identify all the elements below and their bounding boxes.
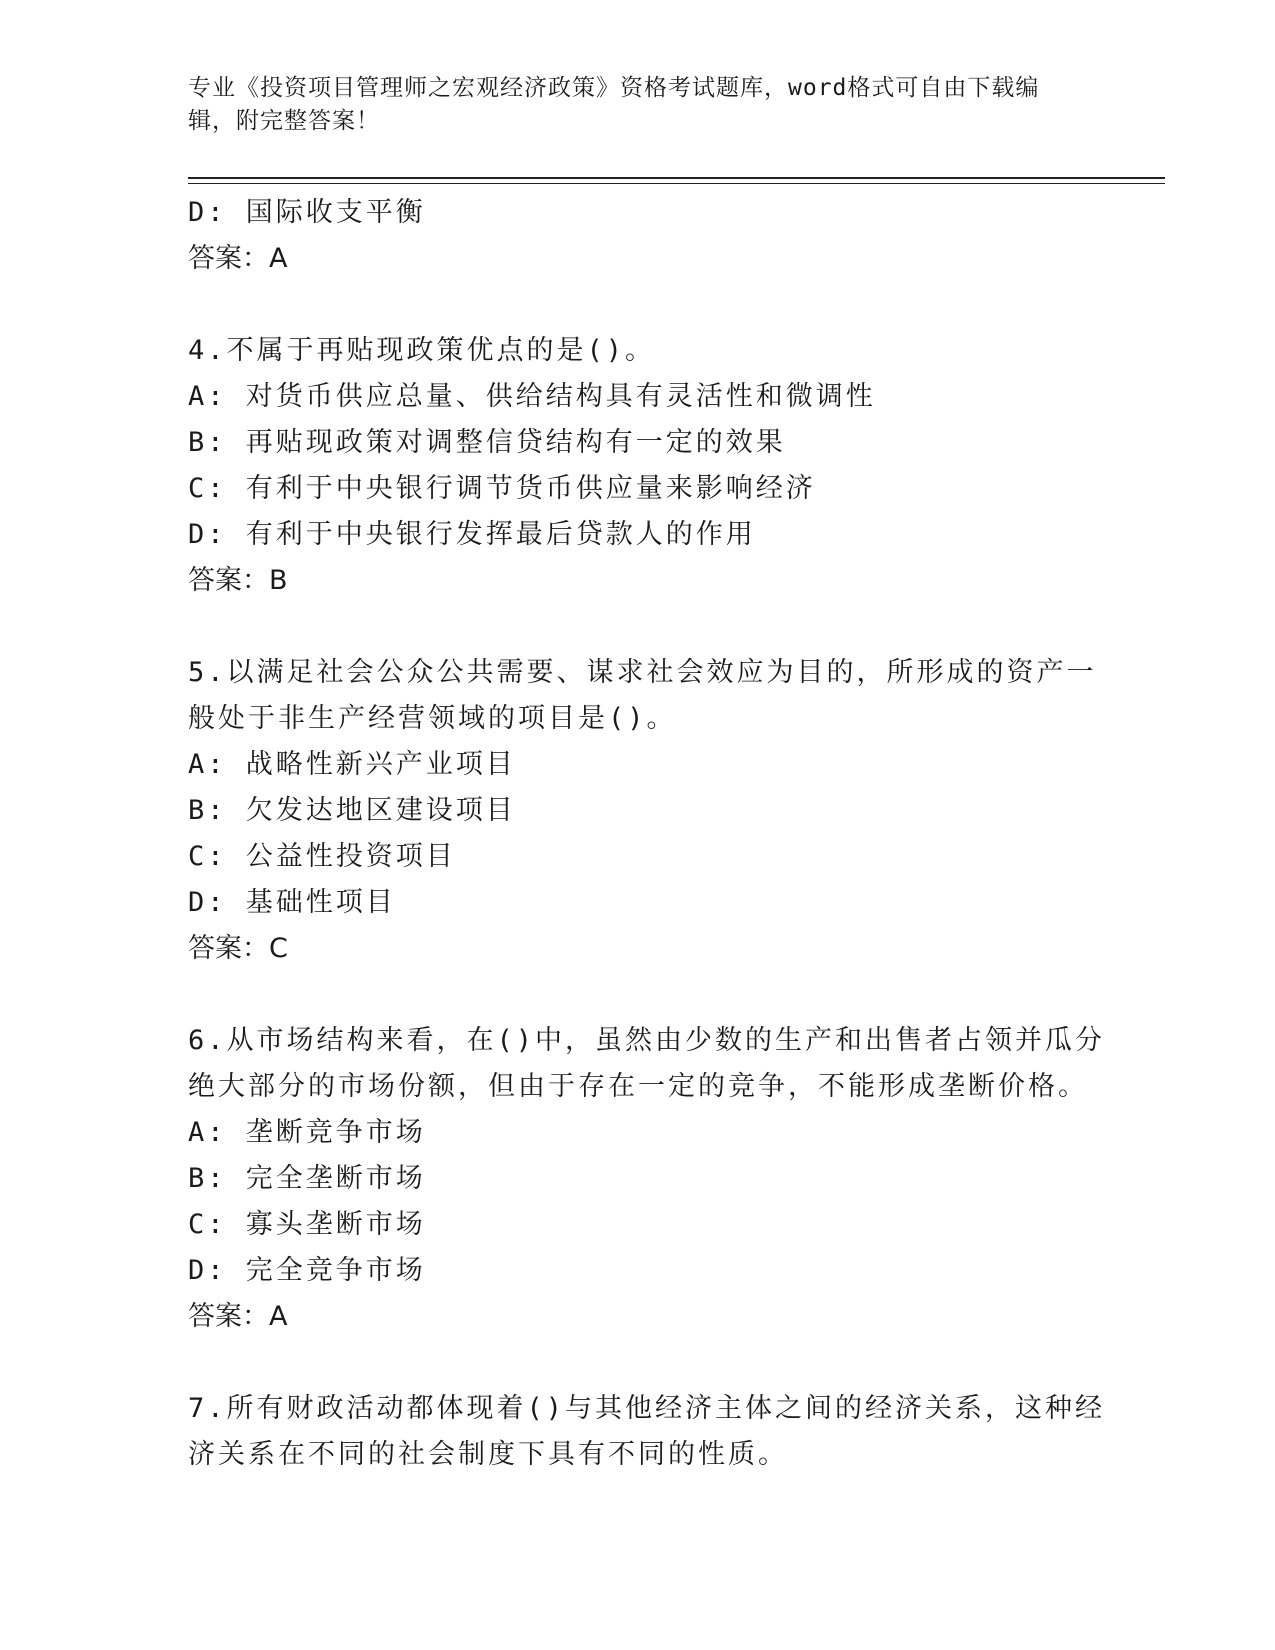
question-5 bbox=[188, 650, 1097, 972]
prev-question-answer: 答案：A bbox=[188, 243, 288, 274]
spacer bbox=[188, 1340, 1088, 1386]
option-a: A: 对货币供应总量、供给结构具有灵活性和微调性 bbox=[188, 381, 876, 412]
option-c: C: 公益性投资项目 bbox=[188, 841, 456, 872]
question-stem-line: 绝大部分的市场份额，但由于存在一定的竞争，不能形成垄断价格。 bbox=[188, 1071, 1088, 1102]
question-stem-line: 济关系在不同的社会制度下具有不同的性质。 bbox=[188, 1439, 788, 1470]
spacer bbox=[188, 282, 1088, 328]
option-b: B: 再贴现政策对调整信贷结构有一定的效果 bbox=[188, 427, 786, 458]
question-list bbox=[188, 190, 1106, 1478]
answer-line: 答案：C bbox=[188, 933, 288, 964]
spacer bbox=[188, 972, 1088, 1018]
question-4 bbox=[188, 328, 1088, 604]
question-stem-line: 6.从市场结构来看，在()中，虽然由少数的生产和出售者占领并瓜分 bbox=[188, 1025, 1106, 1056]
option-c: C: 有利于中央银行调节货币供应量来影响经济 bbox=[188, 473, 816, 504]
answer-line: 答案：A bbox=[188, 1301, 288, 1332]
prev-question-option-d: D: 国际收支平衡 bbox=[188, 197, 426, 228]
option-d: D: 有利于中央银行发挥最后贷款人的作用 bbox=[188, 519, 756, 550]
answer-line: 答案：B bbox=[188, 565, 288, 596]
question-stem-line: 7.所有财政活动都体现着()与其他经济主体之间的经济关系，这种经 bbox=[188, 1393, 1106, 1424]
question-stem-line: 4.不属于再贴现政策优点的是()。 bbox=[188, 335, 656, 366]
question-stem-line: 般处于非生产经营领域的项目是()。 bbox=[188, 703, 677, 734]
question-6 bbox=[188, 1018, 1106, 1340]
spacer bbox=[188, 604, 1088, 650]
header-divider-bottom bbox=[188, 183, 1165, 184]
document-header bbox=[188, 72, 1088, 138]
header-line-2: 辑，附完整答案！ bbox=[188, 108, 380, 134]
option-b: B: 完全垄断市场 bbox=[188, 1163, 426, 1194]
header-line-1: 专业《投资项目管理师之宏观经济政策》资格考试题库，word格式可自由下载编 bbox=[188, 75, 1040, 101]
option-b: B: 欠发达地区建设项目 bbox=[188, 795, 516, 826]
option-a: A: 垄断竞争市场 bbox=[188, 1117, 426, 1148]
option-d: D: 基础性项目 bbox=[188, 887, 396, 918]
question-7 bbox=[188, 1386, 1106, 1478]
option-d: D: 完全竞争市场 bbox=[188, 1255, 426, 1286]
header-divider-top bbox=[188, 177, 1165, 179]
question-stem-line: 5.以满足社会公众公共需要、谋求社会效应为目的，所形成的资产一 bbox=[188, 657, 1097, 688]
option-c: C: 寡头垄断市场 bbox=[188, 1209, 426, 1240]
option-a: A: 战略性新兴产业项目 bbox=[188, 749, 516, 780]
